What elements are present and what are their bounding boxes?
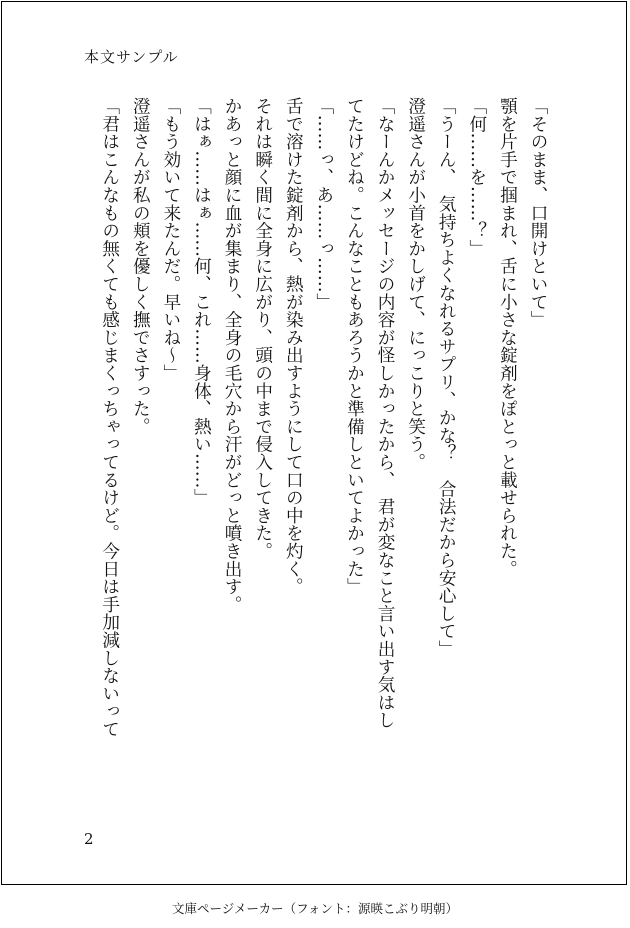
text-line: 顎を片手で掴まれ、舌に小さな錠剤をぽとっと載せられた。 <box>497 97 518 578</box>
book-title: 本文サンプル <box>84 48 179 66</box>
text-line: 「なーんかメッセージの内容が怪しかったから、 君が変なこと言い出す気はし <box>375 97 396 729</box>
text-line: 「何……を……？」 <box>466 97 487 258</box>
page-number: 2 <box>84 830 94 848</box>
text-line: 澄遥さんが小首をかしげて、にっこりと笑う。 <box>405 97 426 471</box>
text-line: 「……っ、あ……っ……」 <box>313 97 334 311</box>
text-line: 「うーん、 気持ちよくなれるサプリ、かな？ 合法だから安心して」 <box>436 97 457 658</box>
text-line: てたけどね。こんなこともあろうかと準備しといてよかった」 <box>344 97 365 596</box>
vertical-body-text <box>94 97 553 797</box>
text-line: それは瞬く間に全身に広がり、頭の中まで侵入してきた。 <box>252 97 273 560</box>
text-line: 澄遥さんが私の頬を優しく撫でさすった。 <box>130 97 151 436</box>
footer-caption: 文庫ページメーカー（フォント：源暎こぶり明朝） <box>171 901 458 916</box>
text-line: 「君はこんなもの無くても感じまくっちゃってるけど。今日は手加減しないって <box>99 97 120 738</box>
text-line: 舌で溶けた錠剤から、熱が染み出すようにして口の中を灼く。 <box>283 97 304 596</box>
book-page <box>1 1 627 885</box>
text-line: 「そのまま、口開けといて」 <box>528 97 548 329</box>
text-line: 「もう効いて来たんだ。早いね～」 <box>160 97 181 382</box>
text-line: かあっと顔に血が集まり、全身の毛穴から汗がどっと噴き出す。 <box>222 97 243 614</box>
text-line: 「はぁ……はぁ……何、これ……身体、熱い……」 <box>191 97 212 507</box>
